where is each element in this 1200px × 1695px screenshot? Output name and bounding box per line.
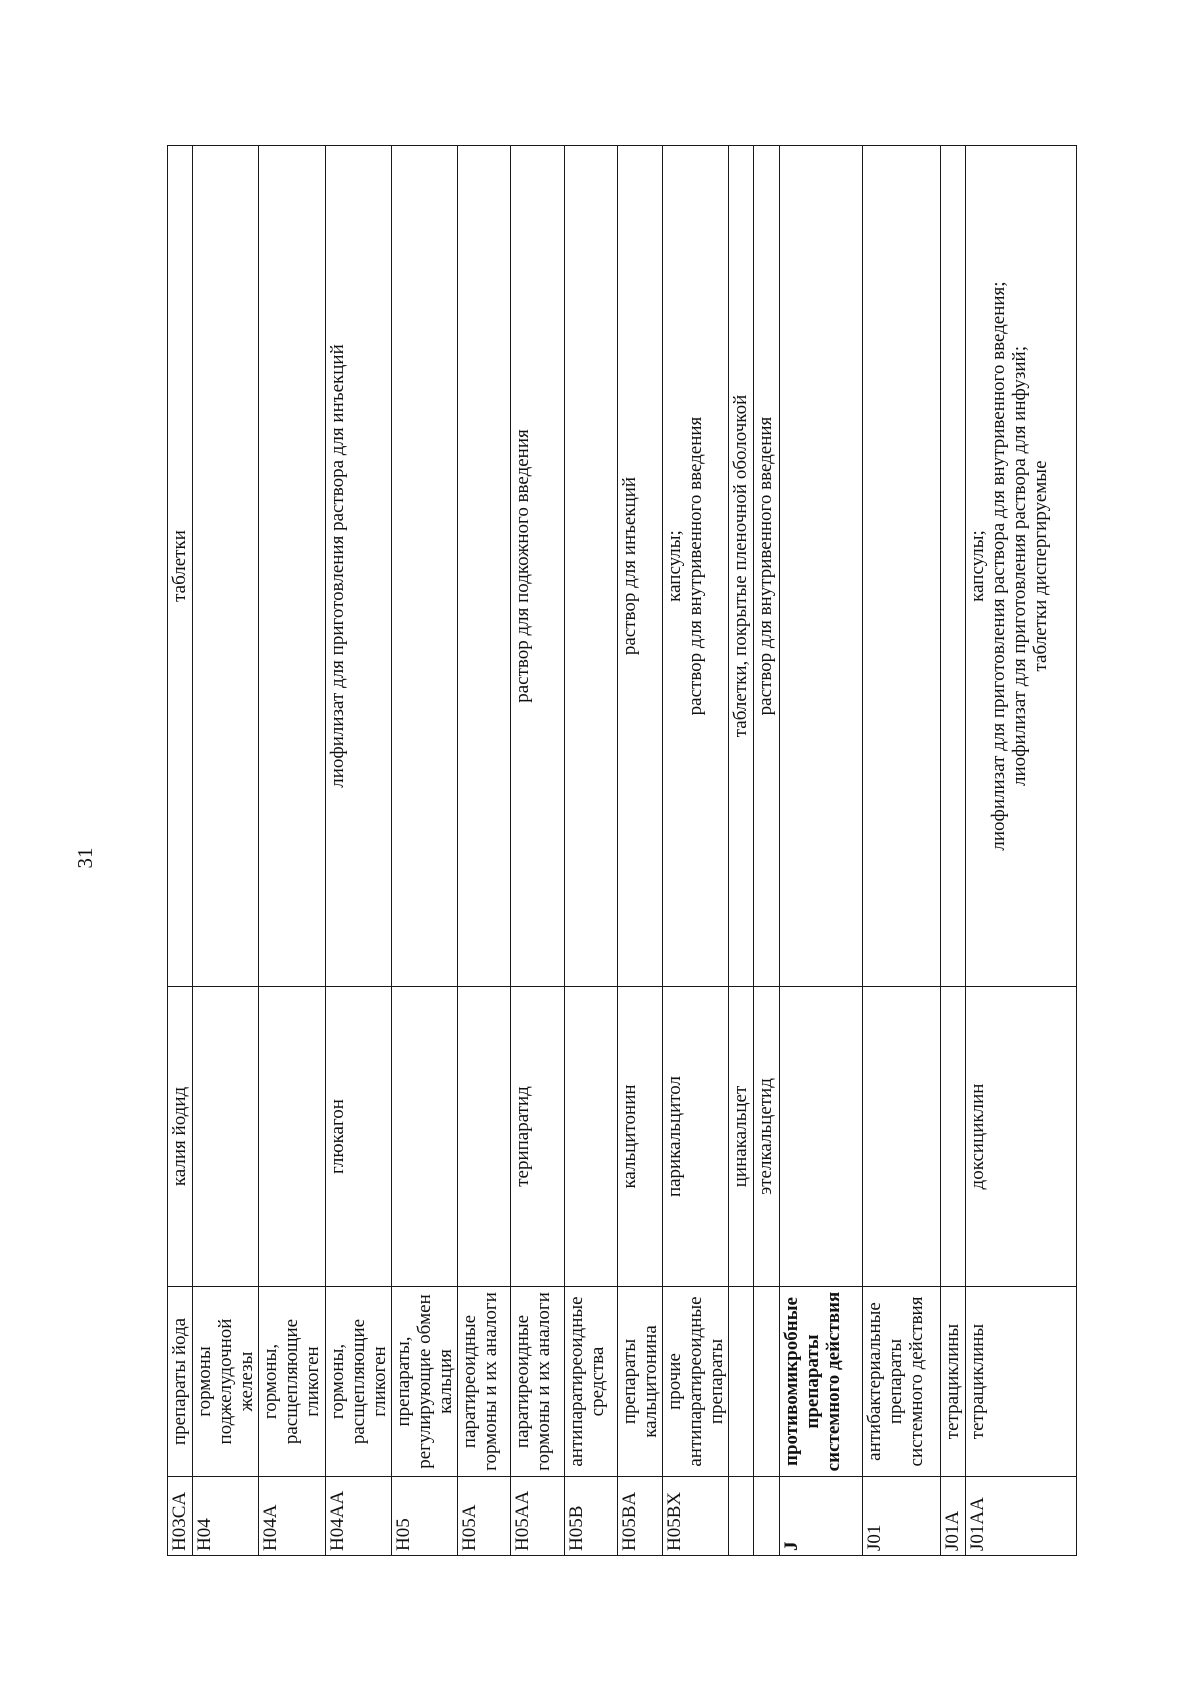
atc-code-cell: H05AA (511, 1477, 564, 1556)
drug-name-cell (941, 987, 966, 1287)
table-row (862, 146, 940, 1556)
group-name-cell (754, 1287, 779, 1477)
table-row (391, 146, 457, 1556)
group-name-cell: гормоны, расщепляющие гликоген (325, 1287, 391, 1477)
group-name-cell: тетрациклины (966, 1287, 1077, 1477)
drug-name-cell: терипаратид (511, 987, 564, 1287)
dosage-form-line: лиофилизат для приготовления раствора для инфузий; (1009, 346, 1031, 786)
atc-code-cell: H05B (564, 1477, 617, 1556)
dosage-form-line: капсулы; (664, 530, 686, 602)
dosage-form-line: капсулы; (967, 530, 989, 602)
dosage-form-line: лиофилизат для приготовления раствора для инъекций (326, 344, 348, 788)
table-row (754, 146, 779, 1556)
dosage-form-line: таблетки, покрытые пленочной оболочкой (730, 394, 752, 738)
dosage-forms-cell (564, 146, 617, 987)
group-name-cell: препараты кальцитонина (617, 1287, 662, 1477)
table-row (966, 146, 1077, 1556)
atc-code-cell: J01 (862, 1477, 940, 1556)
drug-table (167, 145, 1077, 1556)
table-row (259, 146, 325, 1556)
dosage-forms-cell (617, 146, 662, 987)
table-row (663, 146, 729, 1556)
dosage-forms-cell (168, 146, 193, 987)
table-row (617, 146, 662, 1556)
atc-code-cell: H03CA (168, 1477, 193, 1556)
atc-code-cell (754, 1477, 779, 1556)
table-row (325, 146, 391, 1556)
group-name-cell: препараты, регулирующие обмен кальция (391, 1287, 457, 1477)
dosage-form-line: лиофилизат для приготовления раствора для внутривенного введения; (988, 281, 1010, 851)
drug-name-cell: цинакальцет (729, 987, 754, 1287)
table-row (168, 146, 193, 1556)
rotated-table-container (167, 146, 1077, 1556)
drug-name-cell: этелкальцетид (754, 987, 779, 1287)
drug-name-cell (391, 987, 457, 1287)
drug-name-cell (259, 987, 325, 1287)
drug-name-cell (862, 987, 940, 1287)
drug-name-cell: калия йодид (168, 987, 193, 1287)
atc-code-cell: H04AA (325, 1477, 391, 1556)
dosage-form-line: раствор для внутривенного введения (685, 416, 707, 716)
group-name-cell: паратиреоидные гормоны и их аналоги (458, 1287, 511, 1477)
atc-code-cell: H05A (458, 1477, 511, 1556)
dosage-forms-cell (754, 146, 779, 987)
table-row (729, 146, 754, 1556)
group-name-cell: гормоны, расщепляющие гликоген (259, 1287, 325, 1477)
table-row (511, 146, 564, 1556)
atc-code-cell: J (779, 1477, 862, 1556)
table-row (564, 146, 617, 1556)
group-name-cell: противомикробные препараты системного действия (779, 1287, 862, 1477)
group-name-cell: тетрациклины (941, 1287, 966, 1477)
group-name-cell: антибактериальные препараты системного действия (862, 1287, 940, 1477)
dosage-forms-cell (325, 146, 391, 987)
drug-name-cell: кальцитонин (617, 987, 662, 1287)
group-name-cell: гормоны поджелудочной железы (193, 1287, 259, 1477)
group-name-cell (729, 1287, 754, 1477)
atc-code-cell: H04 (193, 1477, 259, 1556)
group-name-cell: антипаратиреоидные средства (564, 1287, 617, 1477)
atc-code-cell: H05BX (663, 1477, 729, 1556)
drug-name-cell (564, 987, 617, 1287)
dosage-forms-cell (259, 146, 325, 987)
table-row (458, 146, 511, 1556)
dosage-forms-cell (862, 146, 940, 987)
group-name-cell: препараты йода (168, 1287, 193, 1477)
page-number: 31 (72, 847, 97, 869)
drug-name-cell (458, 987, 511, 1287)
dosage-form-line: таблетки диспергируемые (1030, 460, 1052, 672)
drug-name-cell (193, 987, 259, 1287)
drug-name-cell: глюкагон (325, 987, 391, 1287)
atc-code-cell: J01AA (966, 1477, 1077, 1556)
drug-name-cell: доксициклин (966, 987, 1077, 1287)
table-body (168, 146, 1077, 1556)
atc-code-cell (729, 1477, 754, 1556)
dosage-forms-cell (391, 146, 457, 987)
group-name-cell: паратиреоидные гормоны и их аналоги (511, 1287, 564, 1477)
drug-name-cell (779, 987, 862, 1287)
table-row (193, 146, 259, 1556)
dosage-forms-cell (729, 146, 754, 987)
dosage-forms-cell (511, 146, 564, 987)
dosage-forms-cell (779, 146, 862, 987)
drug-name-cell: парикальцитол (663, 987, 729, 1287)
table-row (941, 146, 966, 1556)
dosage-form-line: раствор для инъекций (618, 476, 640, 656)
dosage-forms-cell (663, 146, 729, 987)
dosage-forms-cell (458, 146, 511, 987)
atc-code-cell: H05 (391, 1477, 457, 1556)
dosage-form-line: таблетки (169, 530, 190, 602)
dosage-form-line: раствор для подкожного введения (512, 429, 534, 703)
group-name-cell: прочие антипаратиреоидные препараты (663, 1287, 729, 1477)
atc-code-cell: J01A (941, 1477, 966, 1556)
dosage-form-line: раствор для внутривенного введения (755, 416, 777, 716)
dosage-forms-cell (941, 146, 966, 987)
drug-table-frame (167, 146, 1077, 1556)
dosage-forms-cell (193, 146, 259, 987)
atc-code-cell: H05BA (617, 1477, 662, 1556)
table-row (779, 146, 862, 1556)
atc-code-cell: H04A (259, 1477, 325, 1556)
dosage-forms-cell (966, 146, 1077, 987)
